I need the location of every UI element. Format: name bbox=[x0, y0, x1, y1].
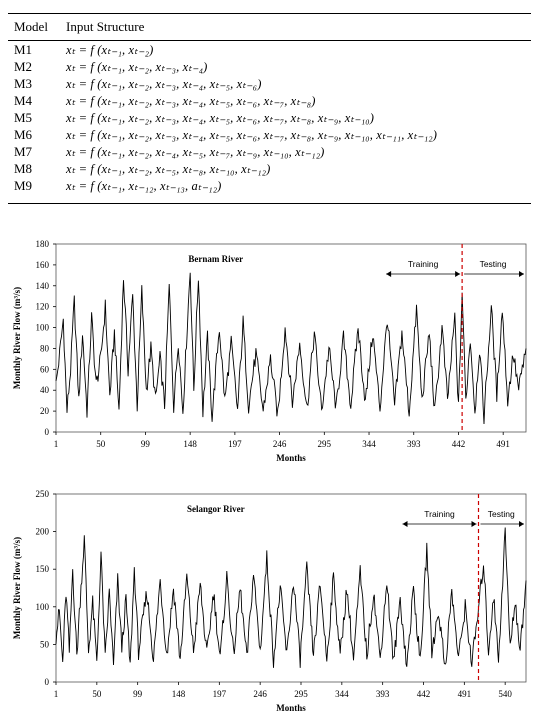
table-row bbox=[8, 127, 531, 144]
x-tick-label: 491 bbox=[496, 439, 510, 449]
x-tick-label: 442 bbox=[451, 439, 466, 449]
arrow-head-icon bbox=[403, 521, 408, 527]
y-tick-label: 100 bbox=[35, 601, 49, 612]
x-tick-label: 295 bbox=[317, 439, 332, 449]
model-id: M1 bbox=[14, 42, 33, 57]
x-tick-label: 1 bbox=[53, 689, 59, 699]
x-tick-label: 99 bbox=[140, 439, 150, 449]
arrow-head-icon bbox=[386, 271, 391, 277]
y-tick-label: 160 bbox=[35, 259, 49, 270]
model-id: M8 bbox=[14, 161, 33, 176]
y-tick-label: 250 bbox=[35, 489, 49, 499]
input-structure-formula: xₜ = f (xₜ₋₁, xₜ₋₂, xₜ₋₄, xₜ₋₅, xₜ₋₇, xₜ₋₉, xₜ₋₁₀, xₜ₋₁₂) bbox=[66, 145, 325, 159]
table-header bbox=[8, 19, 531, 35]
model-id: M2 bbox=[14, 59, 33, 74]
model-id: M3 bbox=[14, 76, 33, 91]
y-tick-label: 150 bbox=[35, 564, 49, 575]
table-top-rule bbox=[8, 13, 531, 14]
x-tick-label: 197 bbox=[212, 689, 227, 699]
x-tick-label: 295 bbox=[294, 689, 308, 699]
x-tick-label: 246 bbox=[272, 439, 287, 449]
table-body bbox=[8, 42, 531, 195]
header-model: Model bbox=[14, 19, 48, 34]
table-bottom-rule bbox=[8, 203, 531, 204]
bernam-river-chart bbox=[0, 232, 539, 472]
testing-label: Testing bbox=[487, 509, 515, 519]
arrow-head-icon bbox=[472, 521, 477, 527]
y-tick-label: 100 bbox=[35, 322, 49, 333]
flow-series-line bbox=[56, 528, 526, 668]
input-structure-formula: xₜ = f (xₜ₋₁, xₜ₋₂, xₜ₋₃, xₜ₋₄, xₜ₋₅, xₜ₋₆) bbox=[66, 77, 262, 91]
x-tick-label: 50 bbox=[92, 689, 102, 699]
arrow-head-icon bbox=[519, 271, 524, 277]
x-tick-label: 393 bbox=[375, 689, 390, 699]
header-input-structure: Input Structure bbox=[66, 19, 145, 34]
table-header-rule bbox=[8, 40, 531, 41]
table-row bbox=[8, 93, 531, 110]
x-tick-label: 148 bbox=[171, 689, 186, 699]
training-label: Training bbox=[424, 509, 455, 519]
table-row bbox=[8, 42, 531, 59]
model-id: M4 bbox=[14, 93, 33, 108]
y-tick-label: 0 bbox=[44, 427, 49, 437]
chart-title: Bernam River bbox=[188, 254, 244, 264]
x-tick-label: 491 bbox=[457, 689, 472, 699]
x-tick-label: 99 bbox=[133, 689, 143, 699]
flow-series-line bbox=[56, 273, 526, 424]
x-tick-label: 1 bbox=[53, 439, 59, 449]
y-tick-label: 60 bbox=[40, 364, 49, 375]
input-structure-formula: xₜ = f (xₜ₋₁, xₜ₋₂) bbox=[66, 43, 154, 57]
y-tick-label: 200 bbox=[35, 526, 49, 537]
x-tick-label: 246 bbox=[253, 689, 267, 699]
y-tick-label: 80 bbox=[40, 343, 49, 354]
x-tick-label: 540 bbox=[498, 689, 512, 699]
model-id: M6 bbox=[14, 127, 33, 142]
arrow-head-icon bbox=[519, 521, 524, 527]
y-tick-label: 50 bbox=[40, 639, 49, 650]
chart-title: Selangor River bbox=[187, 504, 245, 514]
table-row bbox=[8, 178, 531, 195]
y-tick-label: 180 bbox=[35, 239, 49, 249]
x-tick-label: 393 bbox=[406, 439, 421, 449]
selangor-river-chart bbox=[0, 482, 539, 722]
table-row bbox=[8, 59, 531, 76]
x-tick-label: 148 bbox=[183, 439, 197, 449]
x-tick-label: 197 bbox=[228, 439, 242, 449]
input-structure-formula: xₜ = f (xₜ₋₁, xₜ₋₂, xₜ₋₃, xₜ₋₄, xₜ₋₅, xₜ₋₆, xₜ₋₇, xₜ₋₈, xₜ₋₉, xₜ₋₁₀, xₜ₋₁₁, xₜ₋₁₂) bbox=[66, 128, 437, 142]
training-label: Training bbox=[407, 259, 439, 269]
table-row bbox=[8, 161, 531, 178]
plot-frame bbox=[56, 494, 526, 682]
y-tick-label: 120 bbox=[35, 301, 49, 312]
y-axis-label: Monthly River Flow (m³/s) bbox=[12, 536, 22, 640]
x-axis-label: Months bbox=[276, 453, 306, 463]
y-tick-label: 140 bbox=[35, 280, 49, 291]
y-axis-label: Monthly River Flow (m³/s) bbox=[12, 286, 22, 390]
x-tick-label: 344 bbox=[335, 689, 349, 699]
input-structure-formula: xₜ = f (xₜ₋₁, xₜ₋₂, xₜ₋₅, xₜ₋₈, xₜ₋₁₀, xₜ₋₁₂) bbox=[66, 162, 271, 176]
table-row bbox=[8, 144, 531, 161]
table-row bbox=[8, 76, 531, 93]
testing-label: Testing bbox=[479, 259, 507, 269]
y-tick-label: 40 bbox=[40, 385, 49, 396]
arrow-head-icon bbox=[455, 271, 460, 277]
x-tick-label: 442 bbox=[416, 689, 431, 699]
table-row bbox=[8, 110, 531, 127]
x-axis-label: Months bbox=[276, 703, 306, 713]
model-id: M7 bbox=[14, 144, 33, 159]
input-structure-formula: xₜ = f (xₜ₋₁, xₜ₋₂, xₜ₋₃, xₜ₋₄, xₜ₋₅, xₜ₋₆, xₜ₋₇, xₜ₋₈) bbox=[66, 94, 316, 108]
model-id: M5 bbox=[14, 110, 33, 125]
y-tick-label: 20 bbox=[40, 406, 49, 417]
input-structure-formula: xₜ = f (xₜ₋₁, xₜ₋₂, xₜ₋₃, xₜ₋₄) bbox=[66, 60, 208, 74]
y-tick-label: 0 bbox=[44, 677, 49, 687]
input-structure-formula: xₜ = f (xₜ₋₁, xₜ₋₁₂, xₜ₋₁₃, aₜ₋₁₂) bbox=[66, 179, 222, 193]
x-tick-label: 344 bbox=[362, 439, 376, 449]
input-structure-formula: xₜ = f (xₜ₋₁, xₜ₋₂, xₜ₋₃, xₜ₋₄, xₜ₋₅, xₜ₋₆, xₜ₋₇, xₜ₋₈, xₜ₋₉, xₜ₋₁₀) bbox=[66, 111, 375, 125]
model-id: M9 bbox=[14, 178, 33, 193]
x-tick-label: 50 bbox=[96, 439, 106, 449]
